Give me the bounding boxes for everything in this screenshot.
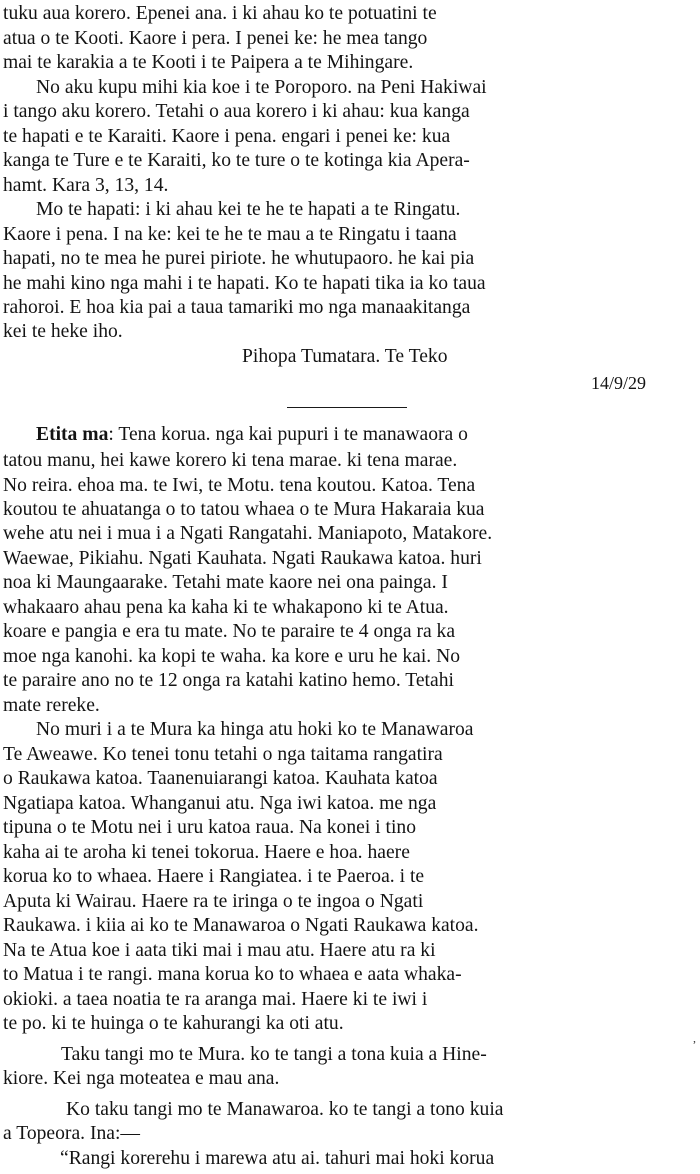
article-line: Kaore i pena. I na ke: kei te he te mau a te Ringatu i taana bbox=[3, 224, 457, 245]
letter-line: Waewae, Pikiahu. Ngati Kauhata. Ngati Raukawa katoa. huri bbox=[3, 548, 482, 569]
letter-line: moe nga kanohi. ka kopi te waha. ka kore e uru he kai. No bbox=[3, 646, 461, 667]
article-line: mai te karakia a te Kooti i te Paipera a te Mihingare. bbox=[3, 52, 414, 73]
letter-line: Aputa ki Wairau. Haere ra te iringa o te ingoa o Ngati bbox=[3, 891, 424, 912]
article-line: hamt. Kara 3, 13, 14. bbox=[3, 175, 169, 196]
article-line: Mo te hapati: i ki ahau kei te he te hapati a te Ringatu. bbox=[36, 199, 461, 220]
letter-line: noa ki Maungaarake. Tetahi mate kaore nei ona painga. I bbox=[3, 572, 448, 593]
letter-line: korua ko to whaea. Haere i Rangiatea. i te Paeroa. i te bbox=[3, 866, 425, 887]
letter-line: Te Aweawe. Ko tenei tonu tetahi o nga taitama rangatira bbox=[3, 744, 443, 765]
letter-line: Na te Atua koe i aata tiki mai i mau atu. Haere atu ra ki bbox=[3, 940, 436, 961]
letter-line: to Matua i te rangi. mana korua ko to whaea e aata whaka- bbox=[3, 964, 462, 985]
letter-line: te paraire ano no te 12 onga ra katahi katino hemo. Tetahi bbox=[3, 670, 454, 691]
letter-line: koutou te ahuatanga o to tatou whaea o te Mura Hakaraia kua bbox=[3, 499, 485, 520]
letter-line: kiore. Kei nga moteatea e mau ana. bbox=[3, 1068, 280, 1089]
article-line: he mahi kino nga mahi i te hapati. Ko te hapati tika ia ko taua bbox=[3, 273, 486, 294]
letter-line: tatou manu, hei kawe korero ki tena marae. ki tena marae. bbox=[3, 450, 458, 471]
stray-print-mark: , bbox=[693, 1031, 696, 1045]
article-line: te hapati e te Karaiti. Kaore i pena. engari i penei ke: kua bbox=[3, 126, 451, 147]
article-line: hapati, no te mea he purei piriote. he whutupaoro. he kai pia bbox=[3, 248, 475, 269]
article-line: i tango aku korero. Tetahi o aua korero i ki ahau: kua kanga bbox=[3, 101, 470, 122]
letter-line: tipuna o te Motu nei i uru katoa raua. Na konei i tino bbox=[3, 817, 416, 838]
letter-line: No muri i a te Mura ka hinga atu hoki ko te Manawaroa bbox=[36, 719, 474, 740]
article-line: kanga te Ture e te Karaiti, ko te ture o te kotinga kia Apera- bbox=[3, 150, 470, 171]
letter-line: : Tena korua. nga kai pupuri i te manawaora o bbox=[108, 424, 468, 445]
article-line: rahoroi. E hoa kia pai a taua tamariki mo nga manaakitanga bbox=[3, 297, 471, 318]
letter-line: No reira. ehoa ma. te Iwi, te Motu. tena koutou. Katoa. Tena bbox=[3, 475, 476, 496]
letter-line: wehe atu nei i mua i a Ngati Rangatahi. Maniapoto, Matakore. bbox=[3, 523, 493, 544]
letter-line: o Raukawa katoa. Taanenuiarangi katoa. Kauhata katoa bbox=[3, 768, 438, 789]
letter-line: Ngatiapa katoa. Whanganui atu. Nga iwi katoa. me nga bbox=[3, 793, 437, 814]
letter-line: Taku tangi mo te Mura. ko te tangi a tona kuia a Hine- bbox=[61, 1044, 487, 1065]
letter-line: mate rereke. bbox=[3, 695, 100, 716]
letter-lead: Etita ma bbox=[36, 424, 109, 445]
article-line: No aku kupu mihi kia koe i te Poroporo. na Peni Hakiwai bbox=[36, 77, 487, 98]
letter-line: kaha ai te aroha ki tenei tokorua. Haere e hoa. haere bbox=[3, 842, 410, 863]
letter-line: a Topeora. Ina:— bbox=[3, 1123, 141, 1144]
article-signature: Pihopa Tumatara. Te Teko bbox=[242, 346, 448, 367]
article-date: 14/9/29 bbox=[591, 373, 647, 393]
section-divider bbox=[287, 407, 407, 408]
letter-line: koare e pangia e era tu mate. No te paraire te 4 onga ra ka bbox=[3, 621, 456, 642]
letter-line: Ko taku tangi mo te Manawaroa. ko te tangi a tono kuia bbox=[66, 1099, 504, 1120]
letter-line: whakaaro ahau pena ka kaha ki te whakapono ki te Atua. bbox=[3, 597, 449, 618]
article-line: kei te heke iho. bbox=[3, 321, 123, 342]
letter-line: te po. ki te huinga o te kahurangi ka oti atu. bbox=[3, 1013, 344, 1034]
article-line: atua o te Kooti. Kaore i pera. I penei ke: he mea tango bbox=[3, 28, 428, 49]
letter-line: Raukawa. i kiia ai ko te Manawaroa o Ngati Raukawa katoa. bbox=[3, 915, 479, 936]
letter-line: “Rangi korerehu i marewa atu ai. tahuri mai hoki korua bbox=[60, 1148, 495, 1169]
letter-line: okioki. a taea noatia te ra aranga mai. Haere ki te iwi i bbox=[3, 989, 428, 1010]
article-line: tuku aua korero. Epenei ana. i ki ahau ko te potuatini te bbox=[3, 3, 437, 24]
letter-first-line bbox=[36, 423, 693, 447]
